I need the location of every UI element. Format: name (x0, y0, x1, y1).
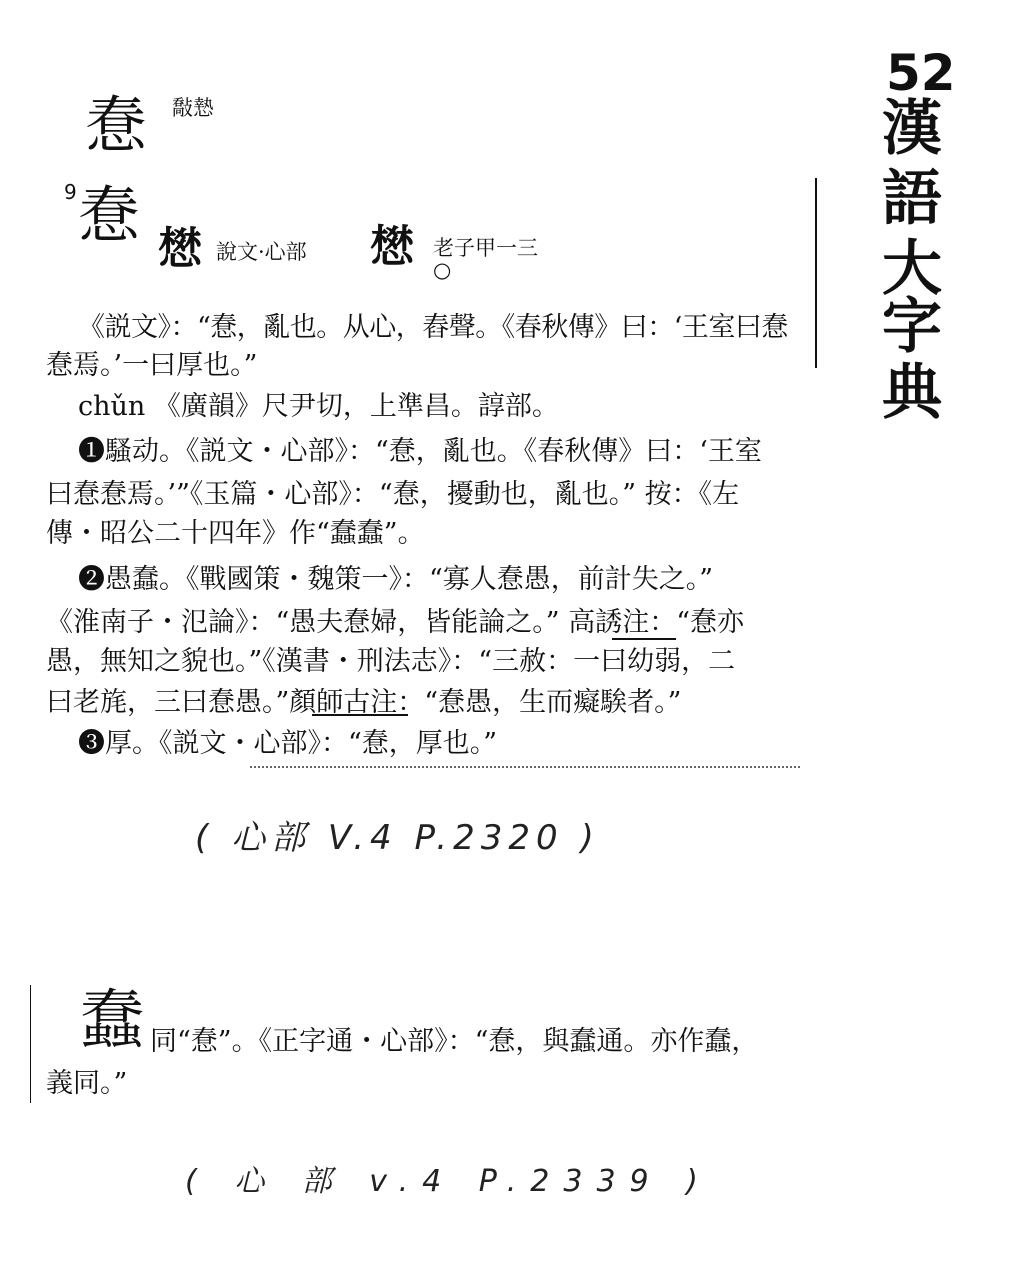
entry-line-1: 《説文》：“惷，亂也。从心，舂聲。《春秋傳》曰：‘王室曰惷 (78, 312, 788, 343)
sense-2-line-2: 《淮南子・氾論》：“愚夫惷婦，皆能論之。” 高誘注：“惷亦 (46, 607, 744, 638)
underline-yan-shigu (312, 714, 408, 716)
silk-source-label: 老子甲一三 (433, 236, 538, 260)
sense-3-line-1: ❸厚。《説文・心部》：“惷，厚也。” (78, 728, 498, 759)
entry2-line-2: 義同。” (46, 1068, 128, 1099)
underline-gao-you (612, 638, 676, 640)
handwritten-reference-2: ( 心 部 v.4 P.2339 ) (185, 1164, 712, 1199)
entry-head-character: 惷 (78, 179, 141, 252)
sense-1-line-1: ❶騷动。《説文・心部》：“惷，亂也。《春秋傳》曰：‘王室 (78, 436, 762, 467)
column-rule (815, 178, 817, 368)
sense-1-line-3: 傳・昭公二十四年》作“蠢蠢”。 (46, 518, 425, 549)
entry2-line-1: 同“惷”。《正字通・心部》：“惷，與蠢通。亦作蠢， (150, 1026, 759, 1057)
book-title-char-2: 語 (882, 164, 942, 234)
page-number: 52 (886, 44, 956, 102)
entry2-margin-rule (30, 985, 31, 1103)
book-title-char-5: 典 (882, 358, 942, 428)
sense-2-line-4: 曰老旄，三曰惷愚。”顏師古注：“惷愚，生而癡騃者。” (46, 687, 682, 718)
seal-source-label: 說文·心部 (216, 240, 307, 264)
entry2-head-character: 蠢 (80, 984, 144, 1058)
entry-line-2: 惷焉。’一曰厚也。” (46, 350, 258, 381)
book-title-char-4: 字 (882, 292, 942, 362)
pronunciation-line: chǔn 《廣韻》尺尹切，上準昌。諄部。 (78, 391, 559, 422)
dotted-cut-line (250, 766, 800, 768)
seal-script-glyph: 𢡟 (158, 223, 202, 274)
book-title-char-1: 漢 (882, 94, 942, 164)
sense-2-line-1: ❷愚蠢。《戰國策・魏策一》：“寡人惷愚，前計失之。” (78, 564, 714, 595)
stroke-count: 9 (64, 180, 77, 204)
sense-2-line-3: 愚，無知之貌也。”《漢書・刑法志》：“三赦：一曰幼弱，二 (46, 646, 736, 677)
book-title-char-3: 大 (882, 234, 942, 304)
variant-character: 惷 (85, 89, 148, 162)
silk-source-label-2: ○ (433, 258, 452, 282)
silk-script-glyph: 𢡟 (370, 221, 414, 272)
handwritten-reference-1: ( 心部 V.4 P.2320 ) (195, 818, 600, 858)
variant-note: 敽慹 (172, 96, 214, 120)
sense-1-line-2: 曰惷惷焉。’”《玉篇・心部》：“惷，擾動也，亂也。” 按：《左 (46, 479, 740, 510)
